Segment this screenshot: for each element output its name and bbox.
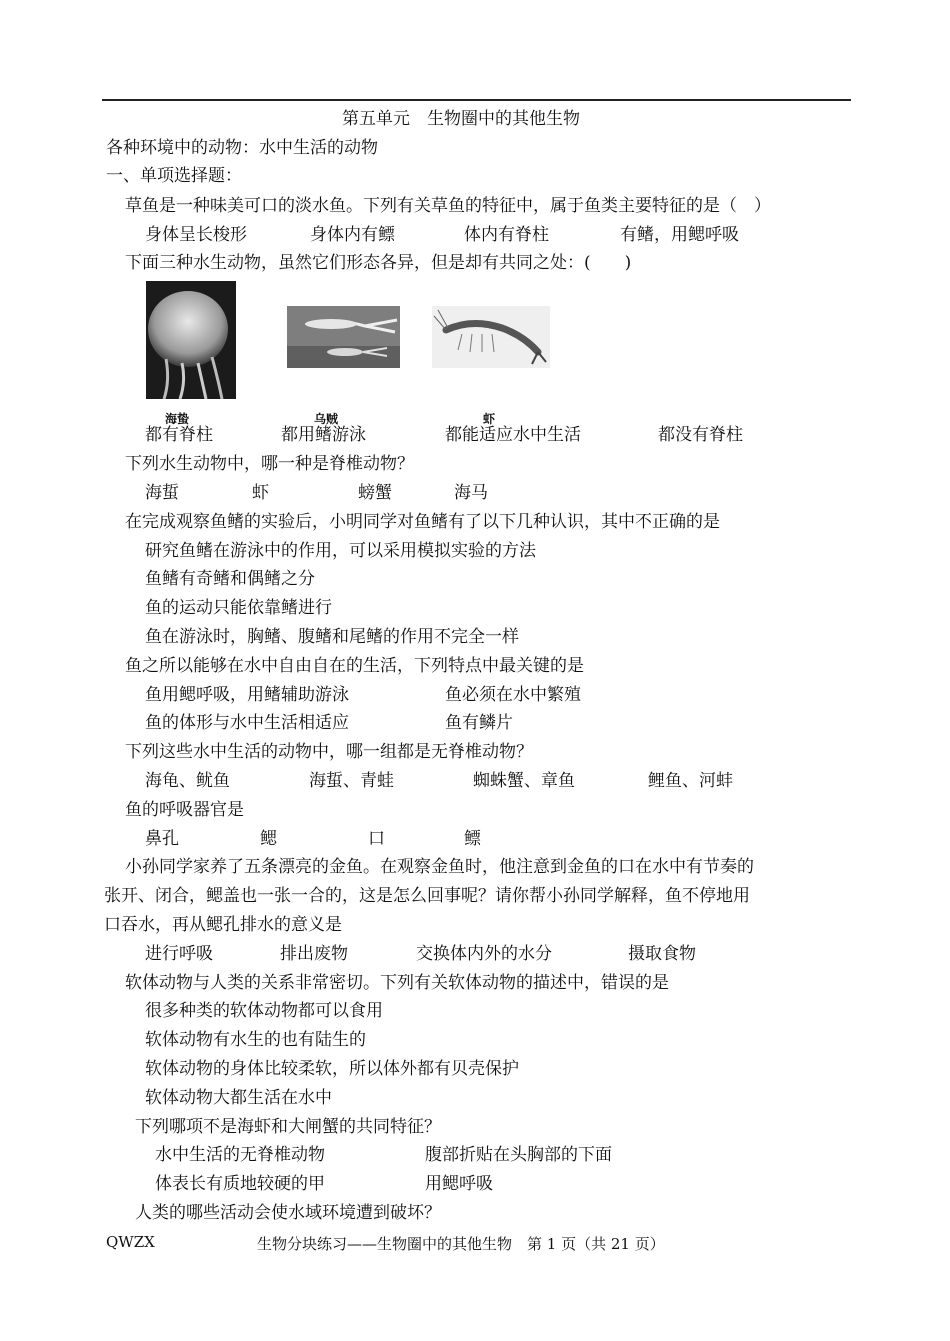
q1-option: 有鳍，用鳃呼吸 [620,225,739,245]
q4-option: 鱼鳍有奇鳍和偶鳍之分 [145,569,315,589]
q8-option: 摄取食物 [628,944,696,964]
header-rule [102,99,851,101]
section-title: 各种环境中的动物：水中生活的动物 [106,138,378,158]
squid-image [287,306,400,368]
q10-option: 用鳃呼吸 [425,1174,493,1194]
q5-option: 鱼必须在水中繁殖 [445,685,581,705]
q9-option: 很多种类的软体动物都可以食用 [145,1001,383,1021]
q3-option: 海马 [454,483,488,503]
jellyfish-caption: 海蛰 [165,412,190,426]
footer-page-info: 生物分块练习——生物圈中的其他生物 第 1 页（共 21 页） [257,1235,665,1253]
q7-option: 鼻孔 [145,829,179,849]
q4-option: 鱼的运动只能依靠鳍进行 [145,598,332,618]
q10-option: 水中生活的无脊椎动物 [155,1145,325,1165]
shrimp-image [432,306,550,368]
q3-option: 海蜇 [145,483,179,503]
q4-option: 鱼在游泳时，胸鳍、腹鳍和尾鳍的作用不完全一样 [145,627,519,647]
q1-option: 身体呈长梭形 [145,225,247,245]
q6-option: 鲤鱼、河蚌 [648,771,733,791]
q7-option: 鳃 [260,829,277,849]
shrimp-caption: 虾 [483,412,496,426]
q3-option: 螃蟹 [358,483,392,503]
q10-option: 腹部折贴在头胸部的下面 [425,1145,612,1165]
q8-option: 进行呼吸 [145,944,213,964]
q5-option: 鱼有鳞片 [445,713,513,733]
q1-stem: 草鱼是一种味美可口的淡水鱼。下列有关草鱼的特征中，属于鱼类主要特征的是（ ） [125,196,771,216]
q1-option: 身体内有鳔 [310,225,395,245]
q1-option: 体内有脊柱 [464,225,549,245]
squid-caption: 乌贼 [314,412,339,426]
q5-option: 鱼的体形与水中生活相适应 [145,713,349,733]
q8-stem-line: 口吞水，再从鳃孔排水的意义是 [104,915,342,935]
q9-stem: 软体动物与人类的关系非常密切。下列有关软体动物的描述中，错误的是 [125,973,669,993]
q8-option: 排出废物 [280,944,348,964]
q8-stem-line: 张开、闭合，鳃盖也一张一合的，这是怎么回事呢？请你帮小孙同学解释，鱼不停地用 [104,886,750,906]
q3-option: 虾 [252,483,269,503]
q8-option: 交换体内外的水分 [416,944,552,964]
q2-option: 都用鳍游泳 [281,425,366,445]
q3-stem: 下列水生动物中，哪一种是脊椎动物？ [125,454,414,474]
q6-option: 蜘蛛蟹、章鱼 [473,771,575,791]
footer-left: QWZX [106,1233,155,1251]
q5-option: 鱼用鳃呼吸，用鳍辅助游泳 [145,685,349,705]
q7-option: 鳔 [464,829,481,849]
unit-title: 第五单元 生物圈中的其他生物 [342,109,580,129]
q8-stem-line: 小孙同学家养了五条漂亮的金鱼。在观察金鱼时，他注意到金鱼的口在水中有节奏的 [125,857,754,877]
q10-stem: 下列哪项不是海虾和大闸蟹的共同特征？ [135,1117,441,1137]
q9-option: 软体动物的身体比较柔软，所以体外都有贝壳保护 [145,1059,519,1079]
q6-option: 海龟、鱿鱼 [145,771,230,791]
q7-stem: 鱼的呼吸器官是 [125,800,244,820]
q5-stem: 鱼之所以能够在水中自由自在的生活，下列特点中最关键的是 [125,656,584,676]
q2-option: 都有脊柱 [145,425,213,445]
q6-stem: 下列这些水中生活的动物中，哪一组都是无脊椎动物？ [125,742,533,762]
part-title: 一、单项选择题： [106,166,242,186]
q10-option: 体表长有质地较硬的甲 [155,1174,325,1194]
q11-stem: 人类的哪些活动会使水域环境遭到破坏？ [135,1203,441,1223]
jellyfish-image [146,281,236,399]
q2-option: 都能适应水中生活 [445,425,581,445]
q4-option: 研究鱼鳍在游泳中的作用，可以采用模拟实验的方法 [145,541,536,561]
q7-option: 口 [368,829,385,849]
q9-option: 软体动物大都生活在水中 [145,1088,332,1108]
q6-option: 海蜇、青蛙 [309,771,394,791]
q2-stem: 下面三种水生动物，虽然它们形态各异，但是却有共同之处：( ) [125,253,632,273]
q2-option: 都没有脊柱 [658,425,743,445]
q4-stem: 在完成观察鱼鳍的实验后，小明同学对鱼鳍有了以下几种认识，其中不正确的是 [125,512,720,532]
q9-option: 软体动物有水生的也有陆生的 [145,1030,366,1050]
